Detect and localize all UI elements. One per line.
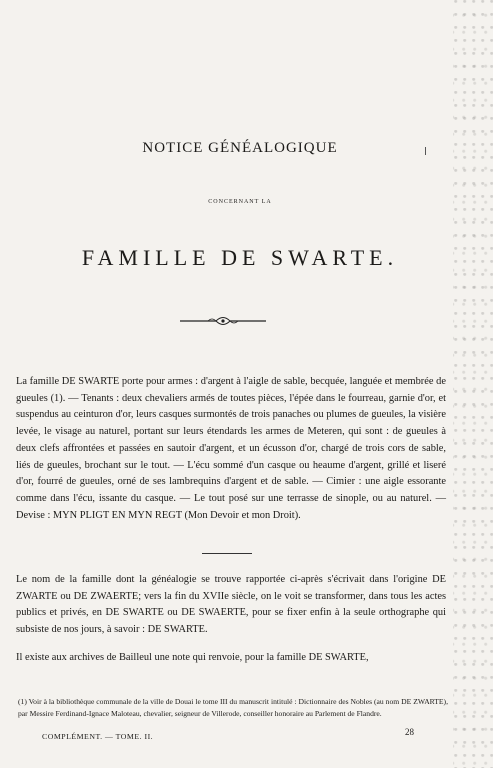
page-mark xyxy=(425,147,426,155)
ornament-divider-icon xyxy=(178,314,268,328)
name-origin-paragraph: Le nom de la famille dont la généalogie se trouve rapportée ci-après s'écrivait dans l'origine DE ZWARTE ou DE ZWAERTE; vers la fin du XVIIe siècle, on le voit se transformer, dans tous les actes publics et privés, en DE SWARTE ou DE SWAERTE, pour se fixer enfin à la seule orthographe qui subsiste de nos jours, à savoir : DE SWARTE. xyxy=(16,574,446,636)
section-rule xyxy=(202,553,252,554)
scan-noise-edge xyxy=(453,0,493,768)
running-footer: COMPLÉMENT. — TOME. II. xyxy=(42,732,154,741)
concernant-subtitle: CONCERNANT LA xyxy=(208,199,272,205)
family-title: FAMILLE DE SWARTE. xyxy=(81,245,399,270)
arms-paragraph: La famille DE SWARTE porte pour armes : d'argent à l'aigle de sable, becquée, languée et membrée de gueules (1). — Tenants : deux chevaliers armés de toutes pièces, l'épée dans le fourreau, garnie d'or, et suspendus au ceinturon d'or, leurs casques surmontés de trois panaches ou plumes de gueules, la visière levée, le visage au naturel, portant sur leurs étendards les armes de Meteren, qui sont : de gueules à deux clefs affrontées et passées en sautoir d'argent, et un écusson d'or, chargé de trois cors de sable, liés de gueules, brochant sur le tout. — L'écu sommé d'un casque ou heaume d'argent, grillé et liseré d'or, fourré de gueules, orné de ses lambrequins d'argent et de sable. — Cimier : une aigle essorante comme dans l'écu, issante du casque. — Le tout posé sur une terrasse de sinople, ou au naturel. — Devise : MYN PLIGT EN MYN REGT (Mon Devoir et mon Droit). xyxy=(16,376,446,521)
page-number: 28 xyxy=(405,727,414,737)
notice-title: NOTICE GÉNÉALOGIQUE xyxy=(142,140,338,156)
archives-paragraph: Il existe aux archives de Bailleul une note qui renvoie, pour la famille DE SWARTE, xyxy=(16,652,369,663)
footnote: (1) Voir à la bibliothèque communale de la ville de Douai le tome III du manuscrit intitulé : Dictionnaire des Nobles (au nom DE ZWARTE), par Messire Ferdinand-Ignace Maloteau, chevalier, seigneur de Villerode, conseiller honoraire au Parlement de Flandre. xyxy=(18,697,448,718)
